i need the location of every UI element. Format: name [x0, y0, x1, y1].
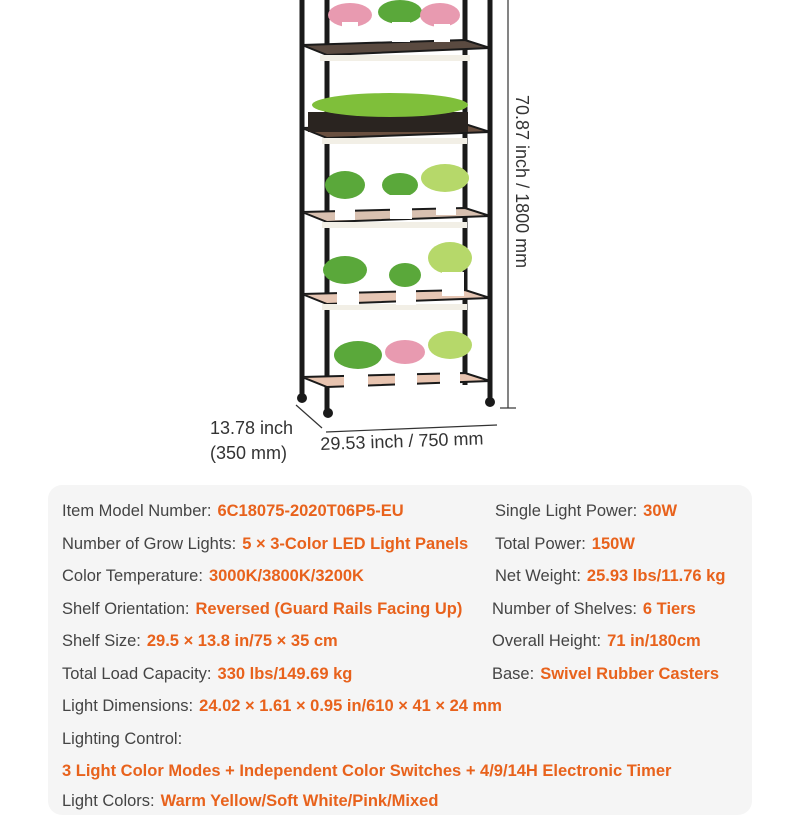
spec-overall-height: Overall Height: 71 in/180cm: [492, 632, 701, 650]
spec-lighting-control-value: 3 Light Color Modes + Independent Color Switches + 4/9/14H Electronic Timer: [62, 762, 672, 780]
depth-dimension-label-line2: (350 mm): [210, 443, 288, 463]
depth-dimension-label-line1: 13.78 inch: [210, 418, 294, 438]
spec-light-dimensions: Light Dimensions: 24.02 × 1.61 × 0.95 in/610 × 41 × 24 mm: [62, 697, 502, 715]
spec-item-model-number: Item Model Number: 6C18075-2020T06P5-EU: [62, 502, 404, 520]
spec-load-capacity: Total Load Capacity: 330 lbs/149.69 kg: [62, 665, 353, 683]
spec-net-weight: Net Weight: 25.93 lbs/11.76 kg: [495, 567, 726, 585]
width-dimension-label: 29.53 inch / 750 mm: [320, 428, 484, 454]
spec-total-power: Total Power: 150W: [495, 535, 635, 553]
spec-number-of-shelves: Number of Shelves: 6 Tiers: [492, 600, 696, 618]
spec-single-light-power: Single Light Power: 30W: [495, 502, 678, 520]
spec-base: Base: Swivel Rubber Casters: [492, 665, 720, 683]
spec-light-colors: Light Colors: Warm Yellow/Soft White/Pink/Mixed: [62, 792, 439, 810]
spec-shelf-orientation: Shelf Orientation: Reversed (Guard Rails Facing Up): [62, 600, 463, 618]
spec-grow-lights: Number of Grow Lights: 5 × 3-Color LED Light Panels: [62, 535, 469, 553]
spec-color-temperature: Color Temperature: 3000K/3800K/3200K: [62, 567, 364, 585]
spec-shelf-size: Shelf Size: 29.5 × 13.8 in/75 × 35 cm: [62, 632, 338, 650]
depth-dimension-line: [296, 405, 322, 428]
height-dimension-label: 70.87 inch / 1800 mm: [512, 95, 532, 269]
spec-lighting-control-label: Lighting Control:: [62, 730, 183, 748]
shelf-tier-1: [302, 40, 490, 61]
